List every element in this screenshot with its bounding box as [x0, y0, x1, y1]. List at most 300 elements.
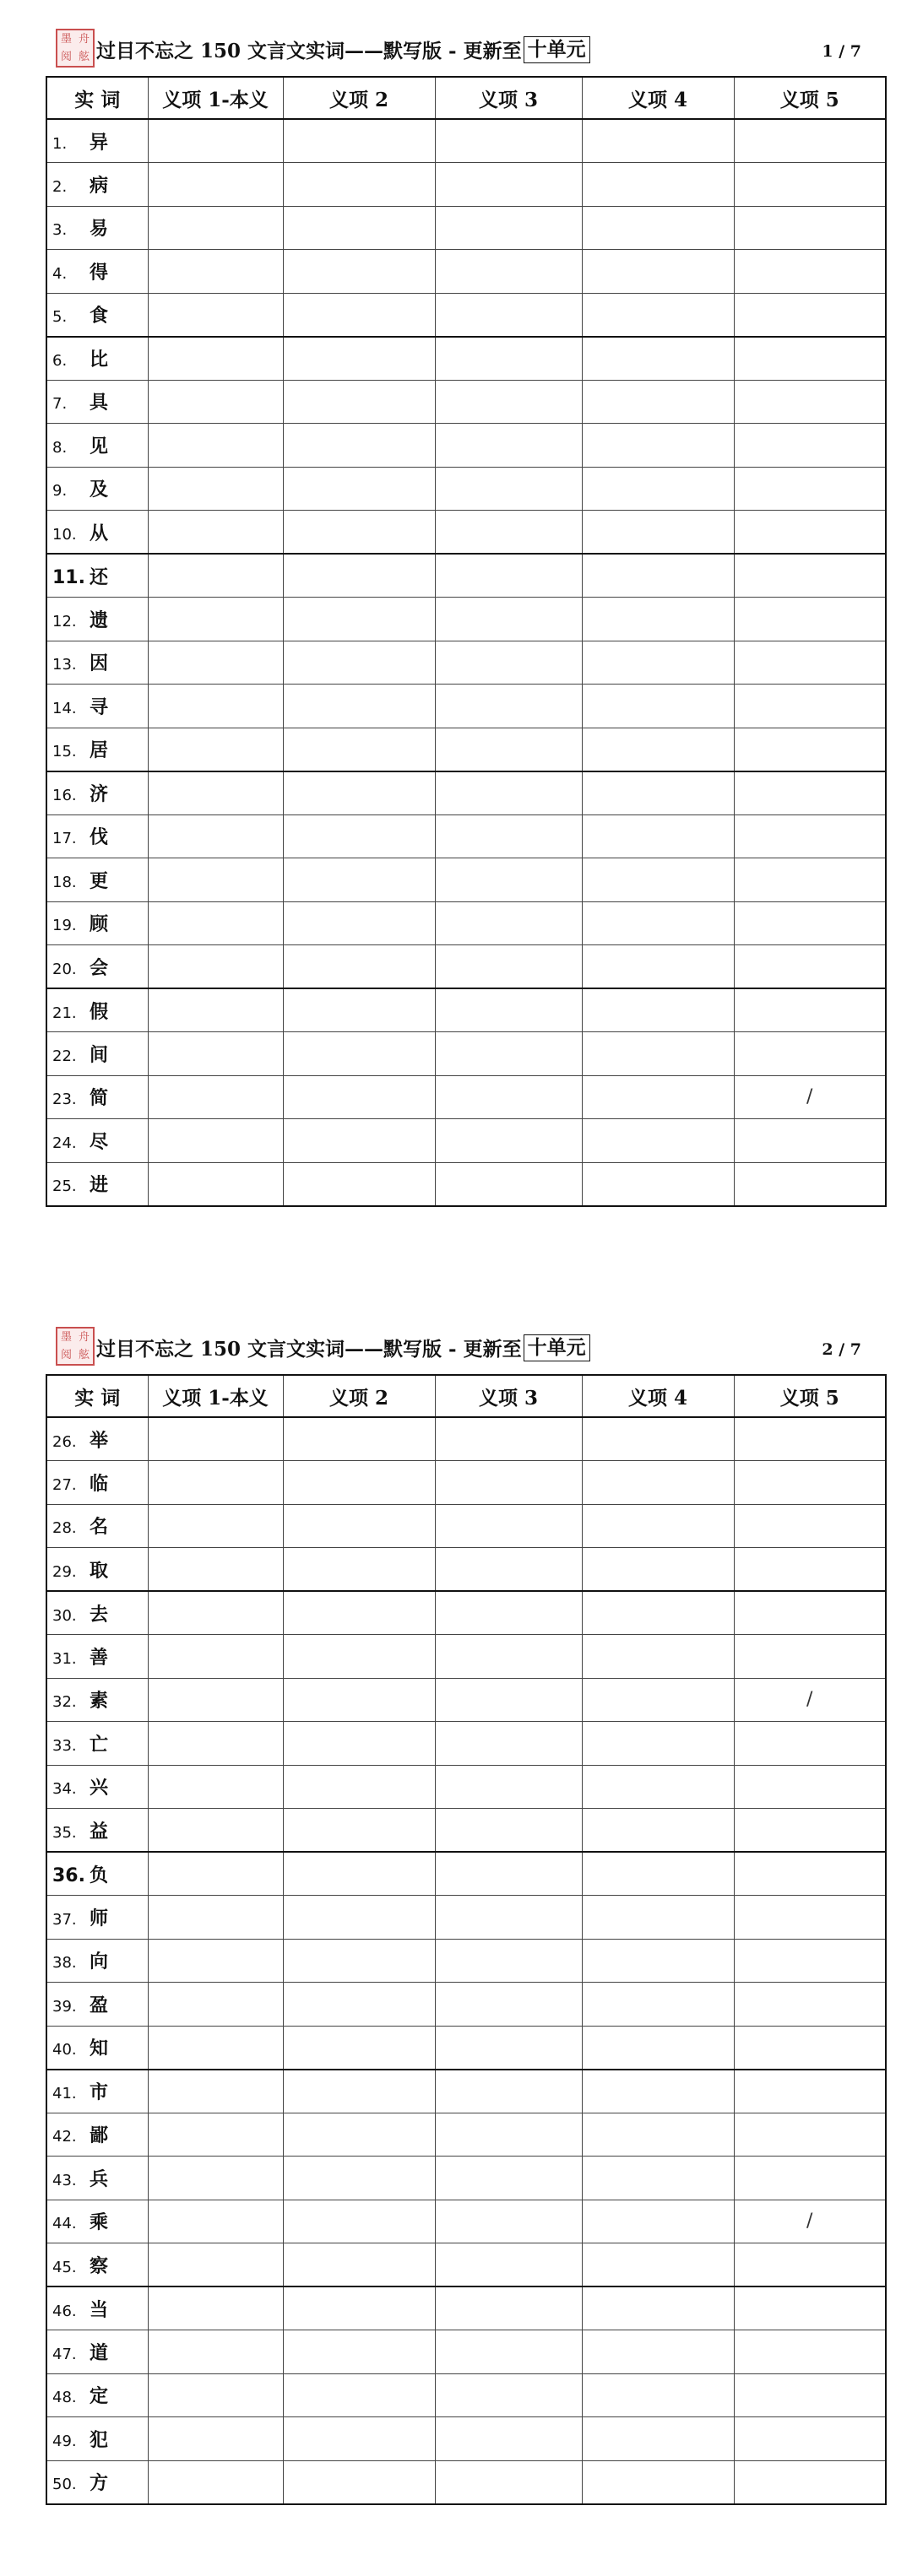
meaning-cell-4[interactable]: [582, 945, 734, 989]
meaning-cell-3[interactable]: [435, 2200, 582, 2243]
word-text: 乘: [90, 2211, 109, 2234]
meaning-cell-1[interactable]: [148, 424, 283, 468]
meaning-cell-1[interactable]: [148, 1765, 283, 1809]
page-header: [0, 25, 912, 76]
page-title: [96, 1334, 590, 1361]
table-row: [46, 2026, 886, 2070]
meaning-cell-1[interactable]: [148, 1417, 283, 1461]
meaning-cell-1[interactable]: [148, 2373, 283, 2417]
meaning-cell-4[interactable]: [582, 2417, 734, 2461]
meaning-cell-5[interactable]: [734, 2243, 886, 2287]
meaning-cell-1[interactable]: [148, 467, 283, 511]
meaning-cell-4[interactable]: [582, 1852, 734, 1896]
meaning-cell-5[interactable]: [734, 598, 886, 641]
meaning-cell-3[interactable]: [435, 337, 582, 381]
meaning-cell-5[interactable]: [734, 2113, 886, 2157]
meaning-cell-5[interactable]: [734, 771, 886, 815]
meaning-cell-3[interactable]: [435, 2286, 582, 2330]
meaning-cell-5[interactable]: [734, 2286, 886, 2330]
meaning-cell-2[interactable]: [283, 858, 435, 902]
word-text: 及: [90, 479, 109, 501]
meaning-cell-1[interactable]: [148, 1635, 283, 1679]
meaning-cell-3[interactable]: [435, 424, 582, 468]
meaning-cell-3[interactable]: [435, 119, 582, 163]
meaning-cell-2[interactable]: [283, 2157, 435, 2200]
meaning-cell-5[interactable]: [734, 206, 886, 250]
meaning-cell-1[interactable]: [148, 2070, 283, 2113]
meaning-cell-2[interactable]: [283, 1983, 435, 2027]
meaning-cell-2[interactable]: [283, 467, 435, 511]
meaning-cell-1[interactable]: [148, 1678, 283, 1722]
meaning-cell-4[interactable]: [582, 2286, 734, 2330]
meaning-cell-2[interactable]: [283, 1162, 435, 1206]
word-number: 14.: [52, 699, 77, 717]
column-header: 义项 4: [582, 1375, 734, 1417]
meaning-cell-4[interactable]: [582, 2200, 734, 2243]
meaning-cell-3[interactable]: [435, 598, 582, 641]
meaning-cell-2[interactable]: [283, 1504, 435, 1548]
meaning-cell-5[interactable]: [734, 1896, 886, 1940]
meaning-cell-3[interactable]: [435, 1417, 582, 1461]
meaning-cell-2[interactable]: [283, 337, 435, 381]
meaning-cell-5[interactable]: [734, 1504, 886, 1548]
meaning-cell-5[interactable]: [734, 1461, 886, 1505]
meaning-cell-4[interactable]: [582, 858, 734, 902]
meaning-cell-3[interactable]: [435, 945, 582, 989]
meaning-cell-3[interactable]: [435, 901, 582, 945]
meaning-cell-2[interactable]: [283, 2417, 435, 2461]
meaning-cell-2[interactable]: [283, 1635, 435, 1679]
meaning-cell-4[interactable]: [582, 1809, 734, 1853]
meaning-cell-3[interactable]: [435, 1896, 582, 1940]
meaning-cell-2[interactable]: [283, 728, 435, 771]
meaning-cell-3[interactable]: [435, 1635, 582, 1679]
meaning-cell-5[interactable]: [734, 728, 886, 771]
meaning-cell-1[interactable]: [148, 814, 283, 858]
word-number: 45.: [52, 2258, 77, 2276]
meaning-cell-5[interactable]: [734, 1032, 886, 1076]
meaning-cell-1[interactable]: [148, 988, 283, 1032]
meaning-cell-2[interactable]: [283, 424, 435, 468]
meaning-cell-2[interactable]: [283, 598, 435, 641]
meaning-cell-4[interactable]: [582, 1896, 734, 1940]
word-cell: [46, 901, 148, 945]
meaning-cell-4[interactable]: [582, 1075, 734, 1119]
word-number: 27.: [52, 1475, 77, 1494]
meaning-cell-3[interactable]: [435, 1765, 582, 1809]
meaning-cell-3[interactable]: [435, 1852, 582, 1896]
meaning-cell-1[interactable]: [148, 511, 283, 555]
word-number: 47.: [52, 2345, 77, 2363]
meaning-cell-5[interactable]: [734, 511, 886, 555]
word-number: 32.: [52, 1693, 77, 1712]
meaning-cell-3[interactable]: [435, 250, 582, 294]
word-cell: [46, 554, 148, 598]
meaning-cell-2[interactable]: [283, 380, 435, 424]
word-cell: [46, 2113, 148, 2157]
meaning-cell-2[interactable]: [283, 2113, 435, 2157]
meaning-cell-4[interactable]: [582, 119, 734, 163]
meaning-cell-5[interactable]: [734, 988, 886, 1032]
meaning-cell-2[interactable]: [283, 554, 435, 598]
meaning-cell-3[interactable]: [435, 1548, 582, 1592]
word-number: 29.: [52, 1562, 77, 1581]
meaning-cell-4[interactable]: [582, 293, 734, 337]
meaning-cell-1[interactable]: [148, 1548, 283, 1592]
meaning-cell-4[interactable]: [582, 1722, 734, 1766]
meaning-cell-4[interactable]: [582, 467, 734, 511]
word-cell: [46, 728, 148, 771]
meaning-cell-5[interactable]: [734, 2026, 886, 2070]
meaning-cell-1[interactable]: [148, 1032, 283, 1076]
meaning-cell-3[interactable]: [435, 1461, 582, 1505]
meaning-cell-5[interactable]: [734, 1852, 886, 1896]
table-row: [46, 598, 886, 641]
meaning-cell-5[interactable]: [734, 293, 886, 337]
meaning-cell-5[interactable]: [734, 554, 886, 598]
meaning-cell-4[interactable]: [582, 1119, 734, 1163]
meaning-cell-3[interactable]: [435, 685, 582, 728]
meaning-cell-3[interactable]: [435, 1119, 582, 1163]
meaning-cell-4[interactable]: [582, 424, 734, 468]
meaning-cell-1[interactable]: [148, 1075, 283, 1119]
meaning-cell-2[interactable]: [283, 685, 435, 728]
meaning-cell-3[interactable]: [435, 2157, 582, 2200]
meaning-cell-5[interactable]: [734, 250, 886, 294]
table-row: [46, 1678, 886, 1722]
meaning-cell-3[interactable]: [435, 554, 582, 598]
meaning-cell-1[interactable]: [148, 858, 283, 902]
word-text: 会: [90, 956, 109, 979]
meaning-cell-4[interactable]: [582, 2243, 734, 2287]
meaning-cell-2[interactable]: [283, 250, 435, 294]
meaning-cell-2[interactable]: [283, 771, 435, 815]
meaning-cell-2[interactable]: [283, 1809, 435, 1853]
meaning-cell-1[interactable]: [148, 641, 283, 685]
meaning-cell-1[interactable]: [148, 1852, 283, 1896]
meaning-cell-4[interactable]: [582, 250, 734, 294]
meaning-cell-3[interactable]: [435, 1809, 582, 1853]
meaning-cell-3[interactable]: [435, 2417, 582, 2461]
meaning-cell-2[interactable]: [283, 511, 435, 555]
meaning-cell-5[interactable]: [734, 814, 886, 858]
meaning-cell-2[interactable]: [283, 1591, 435, 1635]
meaning-cell-1[interactable]: [148, 2243, 283, 2287]
meaning-cell-3[interactable]: [435, 1722, 582, 1766]
meaning-cell-3[interactable]: [435, 380, 582, 424]
meaning-cell-1[interactable]: [148, 2026, 283, 2070]
meaning-cell-2[interactable]: [283, 2026, 435, 2070]
meaning-cell-5[interactable]: [734, 1939, 886, 1983]
meaning-cell-2[interactable]: [283, 1765, 435, 1809]
word-text: 寻: [90, 695, 109, 718]
table-row: [46, 1119, 886, 1163]
word-text: 道: [90, 2341, 109, 2364]
meaning-cell-3[interactable]: [435, 163, 582, 207]
meaning-cell-1[interactable]: [148, 771, 283, 815]
word-number: 9.: [52, 482, 68, 501]
meaning-cell-1[interactable]: [148, 206, 283, 250]
meaning-cell-3[interactable]: [435, 1591, 582, 1635]
meaning-cell-4[interactable]: [582, 206, 734, 250]
meaning-cell-2[interactable]: [283, 945, 435, 989]
meaning-cell-5[interactable]: [734, 1635, 886, 1679]
vocab-table: [46, 76, 887, 1207]
meaning-cell-2[interactable]: [283, 1548, 435, 1592]
meaning-cell-2[interactable]: [283, 206, 435, 250]
meaning-cell-4[interactable]: [582, 1461, 734, 1505]
meaning-cell-1[interactable]: [148, 1504, 283, 1548]
meaning-cell-1[interactable]: [148, 1461, 283, 1505]
meaning-cell-1[interactable]: [148, 2157, 283, 2200]
word-text: 临: [90, 1472, 109, 1495]
meaning-cell-4[interactable]: [582, 163, 734, 207]
column-header: 义项 2: [283, 77, 435, 119]
meaning-cell-5[interactable]: [734, 467, 886, 511]
meaning-cell-5[interactable]: [734, 858, 886, 902]
table-row: [46, 1548, 886, 1592]
meaning-cell-4[interactable]: [582, 337, 734, 381]
word-cell: [46, 641, 148, 685]
meaning-cell-4[interactable]: [582, 1635, 734, 1679]
meaning-cell-1[interactable]: [148, 945, 283, 989]
meaning-cell-5[interactable]: [734, 424, 886, 468]
meaning-cell-3[interactable]: [435, 2070, 582, 2113]
meaning-cell-5[interactable]: [734, 1765, 886, 1809]
meaning-cell-1[interactable]: [148, 2286, 283, 2330]
meaning-cell-2[interactable]: [283, 1722, 435, 1766]
meaning-cell-2[interactable]: [283, 1939, 435, 1983]
meaning-cell-4[interactable]: [582, 901, 734, 945]
meaning-cell-2[interactable]: [283, 163, 435, 207]
meaning-cell-1[interactable]: [148, 1983, 283, 2027]
meaning-cell-3[interactable]: [435, 1678, 582, 1722]
meaning-cell-3[interactable]: [435, 1032, 582, 1076]
meaning-cell-3[interactable]: [435, 2243, 582, 2287]
meaning-cell-4[interactable]: [582, 554, 734, 598]
word-number: 21.: [52, 1004, 77, 1022]
meaning-cell-3[interactable]: [435, 1162, 582, 1206]
meaning-cell-3[interactable]: [435, 1504, 582, 1548]
meaning-cell-5[interactable]: [734, 1591, 886, 1635]
meaning-cell-5[interactable]: [734, 1548, 886, 1592]
meaning-cell-2[interactable]: [283, 1852, 435, 1896]
meaning-cell-5[interactable]: [734, 1722, 886, 1766]
meaning-cell-4[interactable]: [582, 2070, 734, 2113]
meaning-cell-3[interactable]: [435, 2026, 582, 2070]
meaning-cell-5[interactable]: [734, 641, 886, 685]
meaning-cell-4[interactable]: [582, 685, 734, 728]
meaning-cell-2[interactable]: [283, 901, 435, 945]
meaning-cell-3[interactable]: [435, 1075, 582, 1119]
word-cell: [46, 2200, 148, 2243]
meaning-cell-5[interactable]: [734, 1983, 886, 2027]
meaning-cell-4[interactable]: [582, 598, 734, 641]
meaning-cell-1[interactable]: [148, 685, 283, 728]
meaning-cell-1[interactable]: [148, 1591, 283, 1635]
meaning-cell-2[interactable]: [283, 1032, 435, 1076]
word-text: 居: [90, 739, 109, 761]
column-header: 义项 1-本义: [148, 77, 283, 119]
seal-stamp-icon: 墨 舟 阅 舷: [56, 29, 95, 68]
meaning-cell-5[interactable]: [734, 119, 886, 163]
word-number: 48.: [52, 2389, 77, 2407]
word-number: 44.: [52, 2215, 77, 2233]
meaning-cell-5[interactable]: [734, 2157, 886, 2200]
meaning-cell-4[interactable]: [582, 2460, 734, 2504]
meaning-cell-3[interactable]: [435, 2330, 582, 2374]
meaning-cell-2[interactable]: [283, 2330, 435, 2374]
word-number: 39.: [52, 1997, 77, 2016]
meaning-cell-2[interactable]: [283, 1417, 435, 1461]
meaning-cell-1[interactable]: [148, 2417, 283, 2461]
meaning-cell-5[interactable]: [734, 2330, 886, 2374]
meaning-cell-3[interactable]: [435, 206, 582, 250]
meaning-cell-1[interactable]: [148, 2460, 283, 2504]
meaning-cell-4[interactable]: [582, 2113, 734, 2157]
meaning-cell-1[interactable]: [148, 1939, 283, 1983]
meaning-cell-2[interactable]: [283, 2200, 435, 2243]
meaning-cell-1[interactable]: [148, 293, 283, 337]
word-text: 易: [90, 218, 109, 241]
meaning-cell-1[interactable]: [148, 554, 283, 598]
word-cell: [46, 1809, 148, 1853]
meaning-cell-5[interactable]: [734, 2373, 886, 2417]
meaning-cell-3[interactable]: [435, 641, 582, 685]
meaning-cell-3[interactable]: [435, 988, 582, 1032]
meaning-cell-5[interactable]: [734, 1417, 886, 1461]
meaning-cell-2[interactable]: [283, 1461, 435, 1505]
seal-stamp-icon: 墨 舟 阅 舷: [56, 1327, 95, 1366]
word-text: 济: [90, 783, 109, 805]
meaning-cell-3[interactable]: [435, 511, 582, 555]
meaning-cell-5[interactable]: [734, 337, 886, 381]
meaning-cell-4[interactable]: [582, 728, 734, 771]
meaning-cell-4[interactable]: [582, 1939, 734, 1983]
meaning-cell-3[interactable]: [435, 2460, 582, 2504]
meaning-cell-3[interactable]: [435, 467, 582, 511]
meaning-cell-3[interactable]: [435, 1939, 582, 1983]
meaning-cell-4[interactable]: [582, 814, 734, 858]
meaning-cell-4[interactable]: [582, 988, 734, 1032]
meaning-cell-5[interactable]: [734, 2417, 886, 2461]
meaning-cell-1[interactable]: [148, 598, 283, 641]
meaning-cell-4[interactable]: [582, 1765, 734, 1809]
meaning-cell-1[interactable]: [148, 337, 283, 381]
meaning-cell-2[interactable]: [283, 1896, 435, 1940]
word-text: 亡: [90, 1733, 109, 1756]
meaning-cell-2[interactable]: [283, 1119, 435, 1163]
meaning-cell-5[interactable]: [734, 685, 886, 728]
table-row: [46, 1809, 886, 1853]
meaning-cell-2[interactable]: [283, 641, 435, 685]
meaning-cell-1[interactable]: [148, 901, 283, 945]
meaning-cell-5[interactable]: [734, 1162, 886, 1206]
meaning-cell-4[interactable]: [582, 641, 734, 685]
meaning-cell-4[interactable]: [582, 380, 734, 424]
word-cell: [46, 163, 148, 207]
meaning-cell-2[interactable]: [283, 2286, 435, 2330]
meaning-cell-2[interactable]: [283, 2243, 435, 2287]
meaning-cell-4[interactable]: [582, 511, 734, 555]
meaning-cell-1[interactable]: [148, 2330, 283, 2374]
meaning-cell-1[interactable]: [148, 119, 283, 163]
meaning-cell-3[interactable]: [435, 728, 582, 771]
meaning-cell-2[interactable]: [283, 814, 435, 858]
word-cell: [46, 1635, 148, 1679]
meaning-cell-3[interactable]: [435, 858, 582, 902]
meaning-cell-1[interactable]: [148, 1162, 283, 1206]
meaning-cell-2[interactable]: [283, 1678, 435, 1722]
meaning-cell-4[interactable]: [582, 1417, 734, 1461]
meaning-cell-3[interactable]: [435, 771, 582, 815]
word-number: 41.: [52, 2085, 77, 2102]
meaning-cell-4[interactable]: [582, 1032, 734, 1076]
meaning-cell-1[interactable]: [148, 1896, 283, 1940]
meaning-cell-1[interactable]: [148, 728, 283, 771]
meaning-cell-5[interactable]: /: [734, 1678, 886, 1722]
meaning-cell-1[interactable]: [148, 1809, 283, 1853]
meaning-cell-2[interactable]: [283, 2070, 435, 2113]
word-cell: [46, 1417, 148, 1461]
meaning-cell-4[interactable]: [582, 1504, 734, 1548]
meaning-cell-4[interactable]: [582, 1678, 734, 1722]
meaning-cell-4[interactable]: [582, 2330, 734, 2374]
meaning-cell-5[interactable]: [734, 2460, 886, 2504]
meaning-cell-1[interactable]: [148, 1119, 283, 1163]
meaning-cell-1[interactable]: [148, 163, 283, 207]
meaning-cell-1[interactable]: [148, 2200, 283, 2243]
meaning-cell-2[interactable]: [283, 988, 435, 1032]
word-number: 12.: [52, 612, 77, 630]
meaning-cell-4[interactable]: [582, 1548, 734, 1592]
meaning-cell-5[interactable]: [734, 1809, 886, 1853]
meaning-cell-4[interactable]: [582, 1983, 734, 2027]
meaning-cell-3[interactable]: [435, 293, 582, 337]
meaning-cell-5[interactable]: /: [734, 1075, 886, 1119]
meaning-cell-5[interactable]: [734, 1119, 886, 1163]
meaning-cell-4[interactable]: [582, 1162, 734, 1206]
word-cell: [46, 2157, 148, 2200]
meaning-cell-5[interactable]: [734, 901, 886, 945]
meaning-cell-1[interactable]: [148, 2113, 283, 2157]
meaning-cell-3[interactable]: [435, 814, 582, 858]
meaning-cell-5[interactable]: /: [734, 2200, 886, 2243]
meaning-cell-1[interactable]: [148, 250, 283, 294]
meaning-cell-2[interactable]: [283, 119, 435, 163]
meaning-cell-3[interactable]: [435, 2113, 582, 2157]
meaning-cell-4[interactable]: [582, 2373, 734, 2417]
meaning-cell-4[interactable]: [582, 2157, 734, 2200]
meaning-cell-3[interactable]: [435, 2373, 582, 2417]
meaning-cell-2[interactable]: [283, 2460, 435, 2504]
meaning-cell-2[interactable]: [283, 2373, 435, 2417]
word-number: 15.: [52, 743, 77, 760]
meaning-cell-1[interactable]: [148, 380, 283, 424]
meaning-cell-5[interactable]: [734, 945, 886, 989]
meaning-cell-2[interactable]: [283, 1075, 435, 1119]
meaning-cell-3[interactable]: [435, 1983, 582, 2027]
meaning-cell-4[interactable]: [582, 771, 734, 815]
word-cell: [46, 1548, 148, 1592]
meaning-cell-5[interactable]: [734, 163, 886, 207]
meaning-cell-1[interactable]: [148, 1722, 283, 1766]
meaning-cell-2[interactable]: [283, 293, 435, 337]
meaning-cell-5[interactable]: [734, 380, 886, 424]
meaning-cell-4[interactable]: [582, 2026, 734, 2070]
meaning-cell-4[interactable]: [582, 1591, 734, 1635]
meaning-cell-5[interactable]: [734, 2070, 886, 2113]
